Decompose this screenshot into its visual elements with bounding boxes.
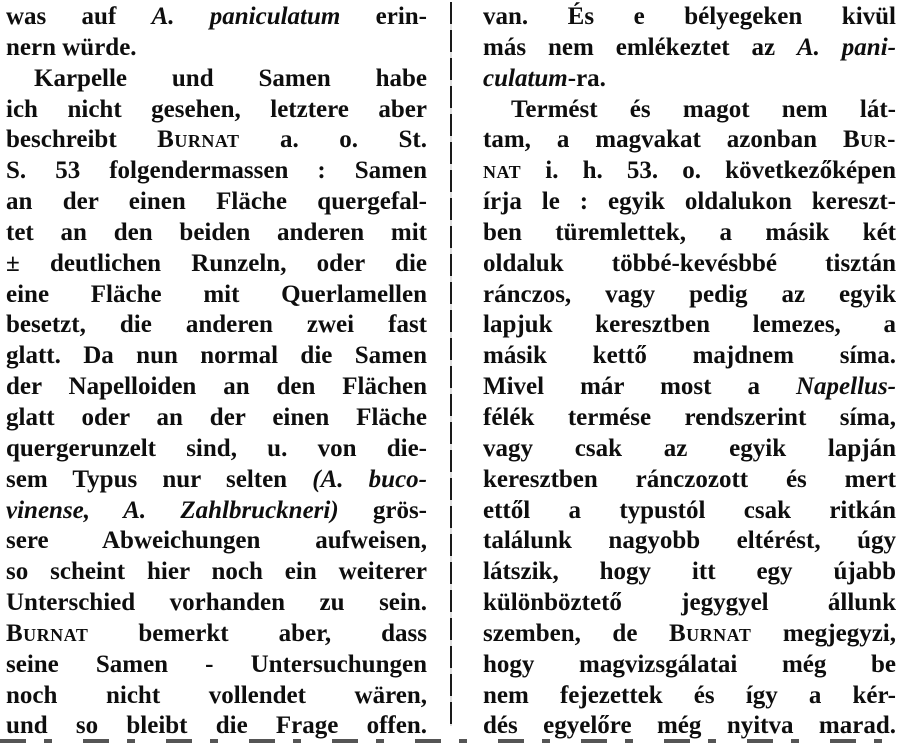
text-line [483, 33, 896, 64]
text-segment: glatt. Da nun normal die Samen [6, 342, 427, 370]
text-line [6, 619, 427, 650]
text-segment: glatt oder an der einen Fläche [6, 403, 427, 431]
italic-text-segment: A. paniculatum [151, 3, 341, 30]
text-segment: der Napelloiden an den Flächen [6, 373, 427, 401]
text-line [483, 156, 896, 187]
right-text-column [452, 0, 900, 743]
text-line [483, 681, 896, 712]
text-segment: ± deutlichen Runzeln, oder die [6, 249, 427, 277]
text-line [483, 372, 896, 403]
text-segment: félék termése rendszerint síma, [483, 403, 896, 431]
text-line [6, 95, 427, 126]
text-line [6, 187, 427, 218]
text-line [483, 619, 896, 650]
smallcaps-name-segment: Burnat [6, 619, 89, 647]
italic-text-segment: vinense, A. Zahlbruckneri) [6, 496, 339, 524]
text-segment: sem Typus nur selten [6, 465, 313, 493]
text-line [6, 2, 427, 33]
text-segment: Karpelle und Samen habe [34, 64, 427, 92]
text-line [6, 650, 427, 681]
text-segment: sere Abweichungen aufweisen, [6, 527, 427, 555]
text-segment: ben türemlettek, a másik két [483, 218, 896, 246]
text-segment: beschreibt [6, 126, 158, 154]
text-segment: an der einen Fläche quergefal- [6, 188, 427, 216]
text-segment: noch nicht vollendet wären, [6, 681, 427, 709]
text-segment: megjegyzi, [751, 619, 896, 647]
text-line [6, 403, 427, 434]
text-segment: másik kettő majdnem síma. [483, 342, 896, 370]
text-segment: Termést és magot nem lát- [511, 95, 896, 123]
text-line [6, 280, 427, 311]
column-divider-rule [450, 2, 452, 726]
text-segment: bemerkt aber, dass [88, 619, 427, 647]
text-segment: a. o. St. [239, 126, 427, 154]
text-line [483, 2, 896, 33]
text-segment: i. h. 53. o. következőképen [521, 157, 896, 185]
text-line [483, 650, 896, 681]
text-line [483, 218, 896, 249]
text-segment: nern würde. [6, 33, 137, 61]
text-line [6, 681, 427, 712]
text-line [6, 496, 427, 527]
text-line [6, 64, 427, 95]
text-segment: tet an den beiden anderen mit [6, 218, 427, 246]
text-line [483, 496, 896, 527]
text-segment: Mivel már most a [483, 373, 796, 401]
text-segment: grös- [338, 496, 427, 524]
text-line [6, 249, 427, 280]
text-segment: írja le : egyik oldalukon kereszt- [483, 188, 896, 216]
text-line [6, 125, 427, 156]
text-line [6, 588, 427, 619]
text-segment: seine Samen - Untersuchungen [6, 650, 427, 678]
text-segment: -ra. [567, 64, 606, 92]
text-line [6, 156, 427, 187]
text-line [483, 465, 896, 496]
text-line [483, 588, 896, 619]
smallcaps-name-segment: Burnat [668, 619, 752, 647]
text-line [6, 341, 427, 372]
text-line [6, 372, 427, 403]
text-segment: ránczos, vagy pedig az egyik [483, 280, 896, 308]
text-segment: van. És e bélyegeken kivül [483, 3, 896, 30]
text-segment: különböztető jegygyel állunk [483, 589, 896, 617]
text-line [6, 711, 427, 742]
text-segment: más nem emlékeztet az [483, 33, 797, 61]
text-segment: Unterschied vorhanden zu sein. [6, 589, 427, 617]
text-segment: találunk nagyobb eltérést, úgy [483, 527, 896, 555]
text-segment: quergerunzelt sind, u. von die- [6, 434, 427, 462]
smallcaps-name-segment: Bur- [843, 126, 896, 154]
text-segment: keresztben ránczozott és mert [483, 465, 896, 493]
text-line [6, 310, 427, 341]
text-line [483, 526, 896, 557]
text-segment: eine Fläche mit Querlamellen [6, 280, 427, 308]
text-segment: so scheint hier noch ein weiterer [6, 558, 427, 586]
text-segment: nem fejezettek és így a kér- [483, 681, 896, 709]
text-segment: ettől a typustól csak ritkán [483, 496, 896, 524]
italic-text-segment: Napellus- [796, 373, 896, 401]
text-line [483, 187, 896, 218]
text-segment: lapjuk keresztben lemezes, a [483, 311, 896, 339]
italic-text-segment: culatum [483, 64, 568, 92]
text-segment: ich nicht gesehen, letztere aber [6, 95, 427, 123]
text-segment: und so bleibt die Frage offen. [6, 712, 427, 740]
text-line [483, 310, 896, 341]
text-segment: was auf [6, 3, 152, 30]
page-bottom-scan-artifact [0, 739, 900, 743]
italic-text-segment: A. pani- [796, 33, 896, 61]
text-line [483, 249, 896, 280]
smallcaps-name-segment: nat [483, 157, 522, 185]
italic-text-segment: (A. buco- [312, 465, 427, 493]
text-line [6, 465, 427, 496]
text-segment: besetzt, die anderen zwei fast [6, 311, 427, 339]
text-segment: tam, a magvakat azonban [483, 126, 843, 154]
text-line [6, 33, 427, 64]
text-line [483, 280, 896, 311]
text-segment: erin- [340, 3, 427, 30]
text-segment: hogy magvizsgálatai még be [483, 650, 896, 678]
text-line [6, 218, 427, 249]
text-line [483, 434, 896, 465]
text-segment: látszik, hogy itt egy újabb [483, 558, 896, 586]
text-line [483, 557, 896, 588]
text-line [483, 341, 896, 372]
text-segment: vagy csak az egyik lapján [483, 434, 896, 462]
text-line [483, 125, 896, 156]
text-segment: S. 53 folgendermassen : Samen [6, 157, 427, 185]
text-line [6, 526, 427, 557]
text-line [483, 403, 896, 434]
text-line [483, 95, 896, 126]
text-line [483, 711, 896, 742]
text-line [483, 64, 896, 95]
text-line [6, 557, 427, 588]
text-segment: oldaluk többé-kevésbbé tisztán [483, 249, 896, 277]
text-segment: szemben, de [483, 619, 669, 647]
smallcaps-name-segment: Burnat [157, 126, 240, 154]
text-segment: dés egyelőre még nyitva marad. [483, 712, 896, 740]
text-line [6, 434, 427, 465]
